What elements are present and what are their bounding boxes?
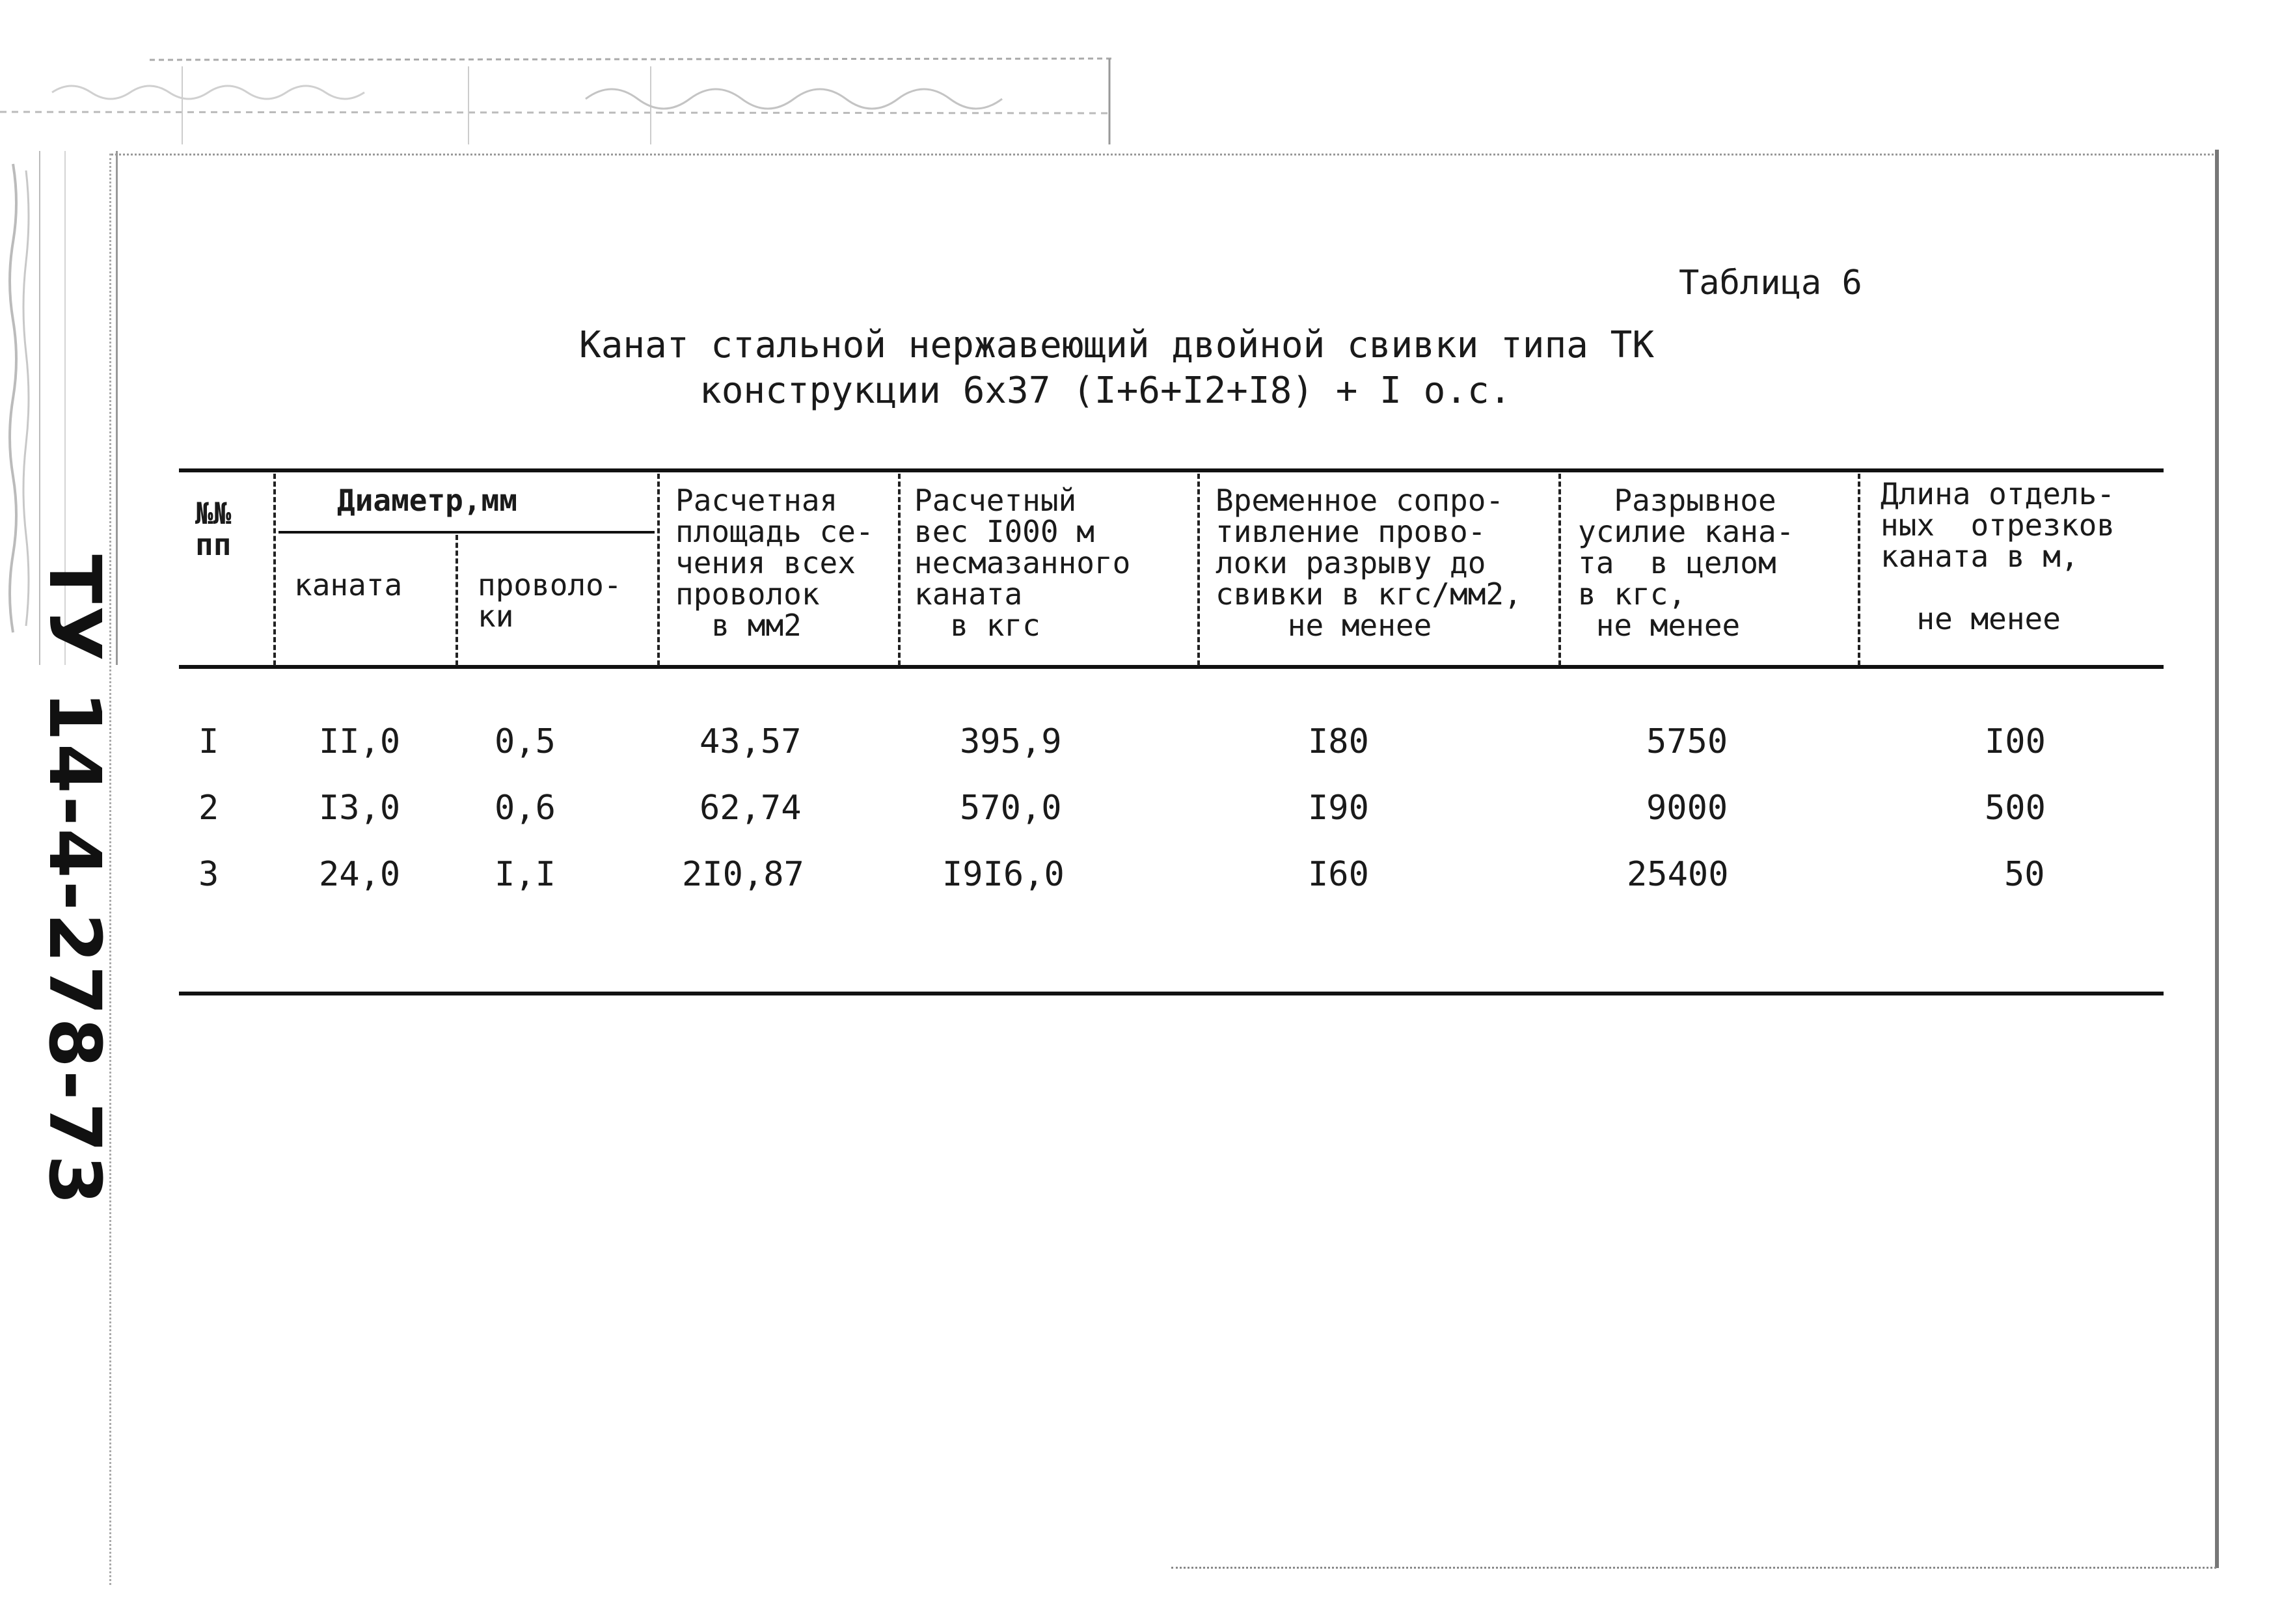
cell-weight: 570,0	[960, 789, 1062, 828]
cell-breaking-force: 5750	[1646, 722, 1728, 761]
cell-area: 43,57	[700, 722, 802, 761]
header-segment-length: Длина отдель- ных отрезков каната в м, не менее	[1881, 476, 2115, 636]
cell-weight: 395,9	[960, 722, 1062, 761]
cell-strength: I90	[1308, 789, 1369, 828]
header-rope-diameter: каната	[294, 567, 403, 602]
document-code: ТУ 14-4-278-73	[33, 554, 116, 1208]
faded-stamp-graphic	[0, 53, 1119, 144]
cell-area: 2I0,87	[682, 855, 804, 894]
header-num: №№ пп	[195, 496, 232, 562]
cell-segment-length: I00	[1985, 722, 2046, 761]
table-title-line-1: Канат стальной нержавеющий двойной свивки типа ТК	[579, 324, 1655, 366]
cell-num: 3	[198, 855, 219, 894]
cell-weight: I9I6,0	[942, 855, 1065, 894]
header-strength: Временное сопро- тивление прово- локи разрыву до свивки в кгс/мм2, не менее	[1216, 483, 1522, 643]
table-top-rule	[179, 468, 2164, 472]
cell-wire-diameter: 0,5	[495, 722, 556, 761]
cell-rope-diameter: 24,0	[319, 855, 401, 894]
cell-segment-length: 50	[2004, 855, 2045, 894]
cell-rope-diameter: I3,0	[319, 789, 401, 828]
cell-breaking-force: 9000	[1646, 789, 1728, 828]
page-frame-bottom	[1171, 1567, 2216, 1569]
cell-wire-diameter: I,I	[495, 855, 556, 894]
header-diameter-group: Диаметр,мм	[337, 483, 517, 518]
header-separator-7	[1858, 474, 1860, 666]
scanned-stamp-strip	[0, 53, 1119, 144]
cell-num: I	[198, 722, 219, 761]
header-separator-3	[657, 474, 660, 666]
cell-strength: I80	[1308, 722, 1369, 761]
cell-num: 2	[198, 789, 219, 828]
page-frame-top	[111, 154, 2219, 156]
header-separator-1	[273, 474, 276, 666]
header-area: Расчетная площадь се- чения всех проволок в мм2	[675, 483, 874, 643]
header-separator-4	[898, 474, 901, 666]
cell-rope-diameter: II,0	[319, 722, 401, 761]
diameter-group-rule	[278, 531, 655, 534]
cell-wire-diameter: 0,6	[495, 789, 556, 828]
table-bottom-rule	[179, 992, 2164, 995]
table-number-label: Таблица 6	[1679, 264, 1862, 303]
page-frame-right	[2215, 150, 2219, 1568]
header-breaking-force: Разрывное усилие кана- та в целом в кгс, не менее	[1578, 483, 1795, 643]
cell-segment-length: 500	[1985, 789, 2046, 828]
header-weight: Расчетный вес I000 м несмазанного каната в кгс	[914, 483, 1131, 643]
header-separator-2	[455, 535, 458, 666]
header-separator-5	[1197, 474, 1200, 666]
header-bottom-rule	[179, 665, 2164, 669]
table-title-line-2: конструкции 6х37 (I+6+I2+I8) + I о.с.	[700, 370, 1512, 412]
header-wire-diameter: проволо- ки	[478, 567, 622, 634]
cell-area: 62,74	[700, 789, 802, 828]
header-separator-6	[1558, 474, 1561, 666]
cell-breaking-force: 25400	[1627, 855, 1729, 894]
cell-strength: I60	[1308, 855, 1369, 894]
